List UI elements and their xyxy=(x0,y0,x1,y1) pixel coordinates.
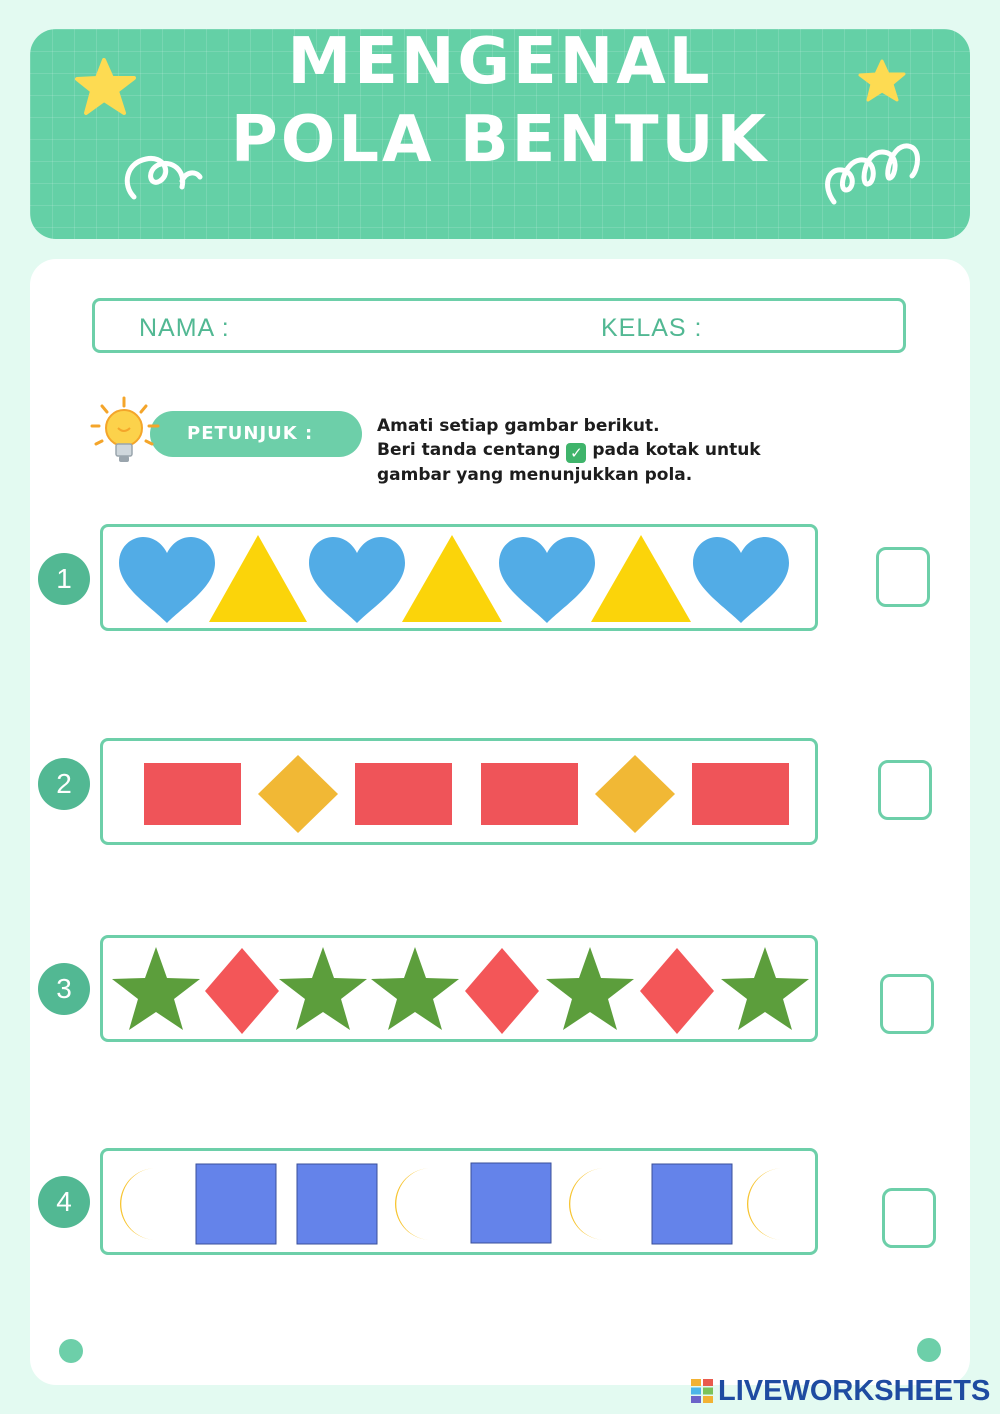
answer-checkbox-4[interactable] xyxy=(882,1188,936,1248)
lightbulb-icon xyxy=(88,394,164,474)
answer-checkbox-1[interactable] xyxy=(876,547,930,607)
star-shape xyxy=(546,947,634,1030)
square-shape xyxy=(471,1163,551,1243)
watermark-text: LIVEWORKSHEETS xyxy=(718,1374,991,1407)
heart-shape xyxy=(119,537,215,623)
crescent-shape xyxy=(120,1168,156,1240)
diamond-shape xyxy=(465,948,539,1034)
rectangle-shape xyxy=(692,763,789,825)
pattern-row-4 xyxy=(100,1148,818,1255)
student-info-box[interactable] xyxy=(92,298,906,353)
crescent-shape xyxy=(747,1168,783,1240)
diamond-shape xyxy=(640,948,714,1034)
page-title-line2: POLA BENTUK xyxy=(230,103,770,177)
question-number-3: 3 xyxy=(38,963,90,1015)
square-shape xyxy=(652,1164,732,1244)
pattern-row-1 xyxy=(100,524,818,631)
square-shape xyxy=(297,1164,377,1244)
liveworksheets-logo-icon xyxy=(691,1379,713,1403)
liveworksheets-watermark[interactable] xyxy=(691,1376,990,1406)
triangle-shape xyxy=(591,535,691,622)
question-number-4: 4 xyxy=(38,1176,90,1228)
instructions-label: PETUNJUK : xyxy=(187,423,314,444)
rectangle-shape xyxy=(144,763,241,825)
heart-shape xyxy=(499,537,595,623)
answer-checkbox-2[interactable] xyxy=(878,760,932,820)
instructions-line-3: gambar yang menunjukkan pola. xyxy=(377,465,693,485)
checkmark-icon: ✓ xyxy=(566,443,586,463)
pattern-row-2 xyxy=(100,738,818,845)
instructions-line-2-before: Beri tanda centang xyxy=(377,440,561,460)
answer-checkbox-3[interactable] xyxy=(880,974,934,1034)
question-number-1: 1 xyxy=(38,553,90,605)
heart-shape xyxy=(693,537,789,623)
rectangle-shape xyxy=(481,763,578,825)
crescent-shape xyxy=(395,1168,431,1240)
decor-dot-right xyxy=(917,1338,941,1362)
instructions-line-2-after: pada kotak untuk xyxy=(592,440,761,460)
instructions-line-1: Amati setiap gambar berikut. xyxy=(377,416,660,436)
instructions-line-2 xyxy=(377,438,807,463)
name-label: NAMA : xyxy=(139,314,230,342)
star-shape xyxy=(721,947,809,1030)
instructions-text xyxy=(377,414,807,487)
page-title-line1: MENGENAL xyxy=(287,25,713,99)
question-number-2: 2 xyxy=(38,758,90,810)
diamond-shape xyxy=(205,948,279,1034)
diamond-shape xyxy=(595,755,675,833)
instructions-label-pill xyxy=(150,411,362,457)
crescent-shape xyxy=(569,1168,605,1240)
heart-shape xyxy=(309,537,405,623)
triangle-shape xyxy=(402,535,502,622)
class-label: KELAS : xyxy=(601,314,703,342)
decor-dot-left xyxy=(59,1339,83,1363)
pattern-row-3 xyxy=(100,935,818,1042)
star-shape xyxy=(371,947,459,1030)
rectangle-shape xyxy=(355,763,452,825)
diamond-shape xyxy=(258,755,338,833)
square-shape xyxy=(196,1164,276,1244)
triangle-shape xyxy=(209,535,307,622)
star-shape xyxy=(279,947,367,1030)
star-shape xyxy=(112,947,200,1030)
